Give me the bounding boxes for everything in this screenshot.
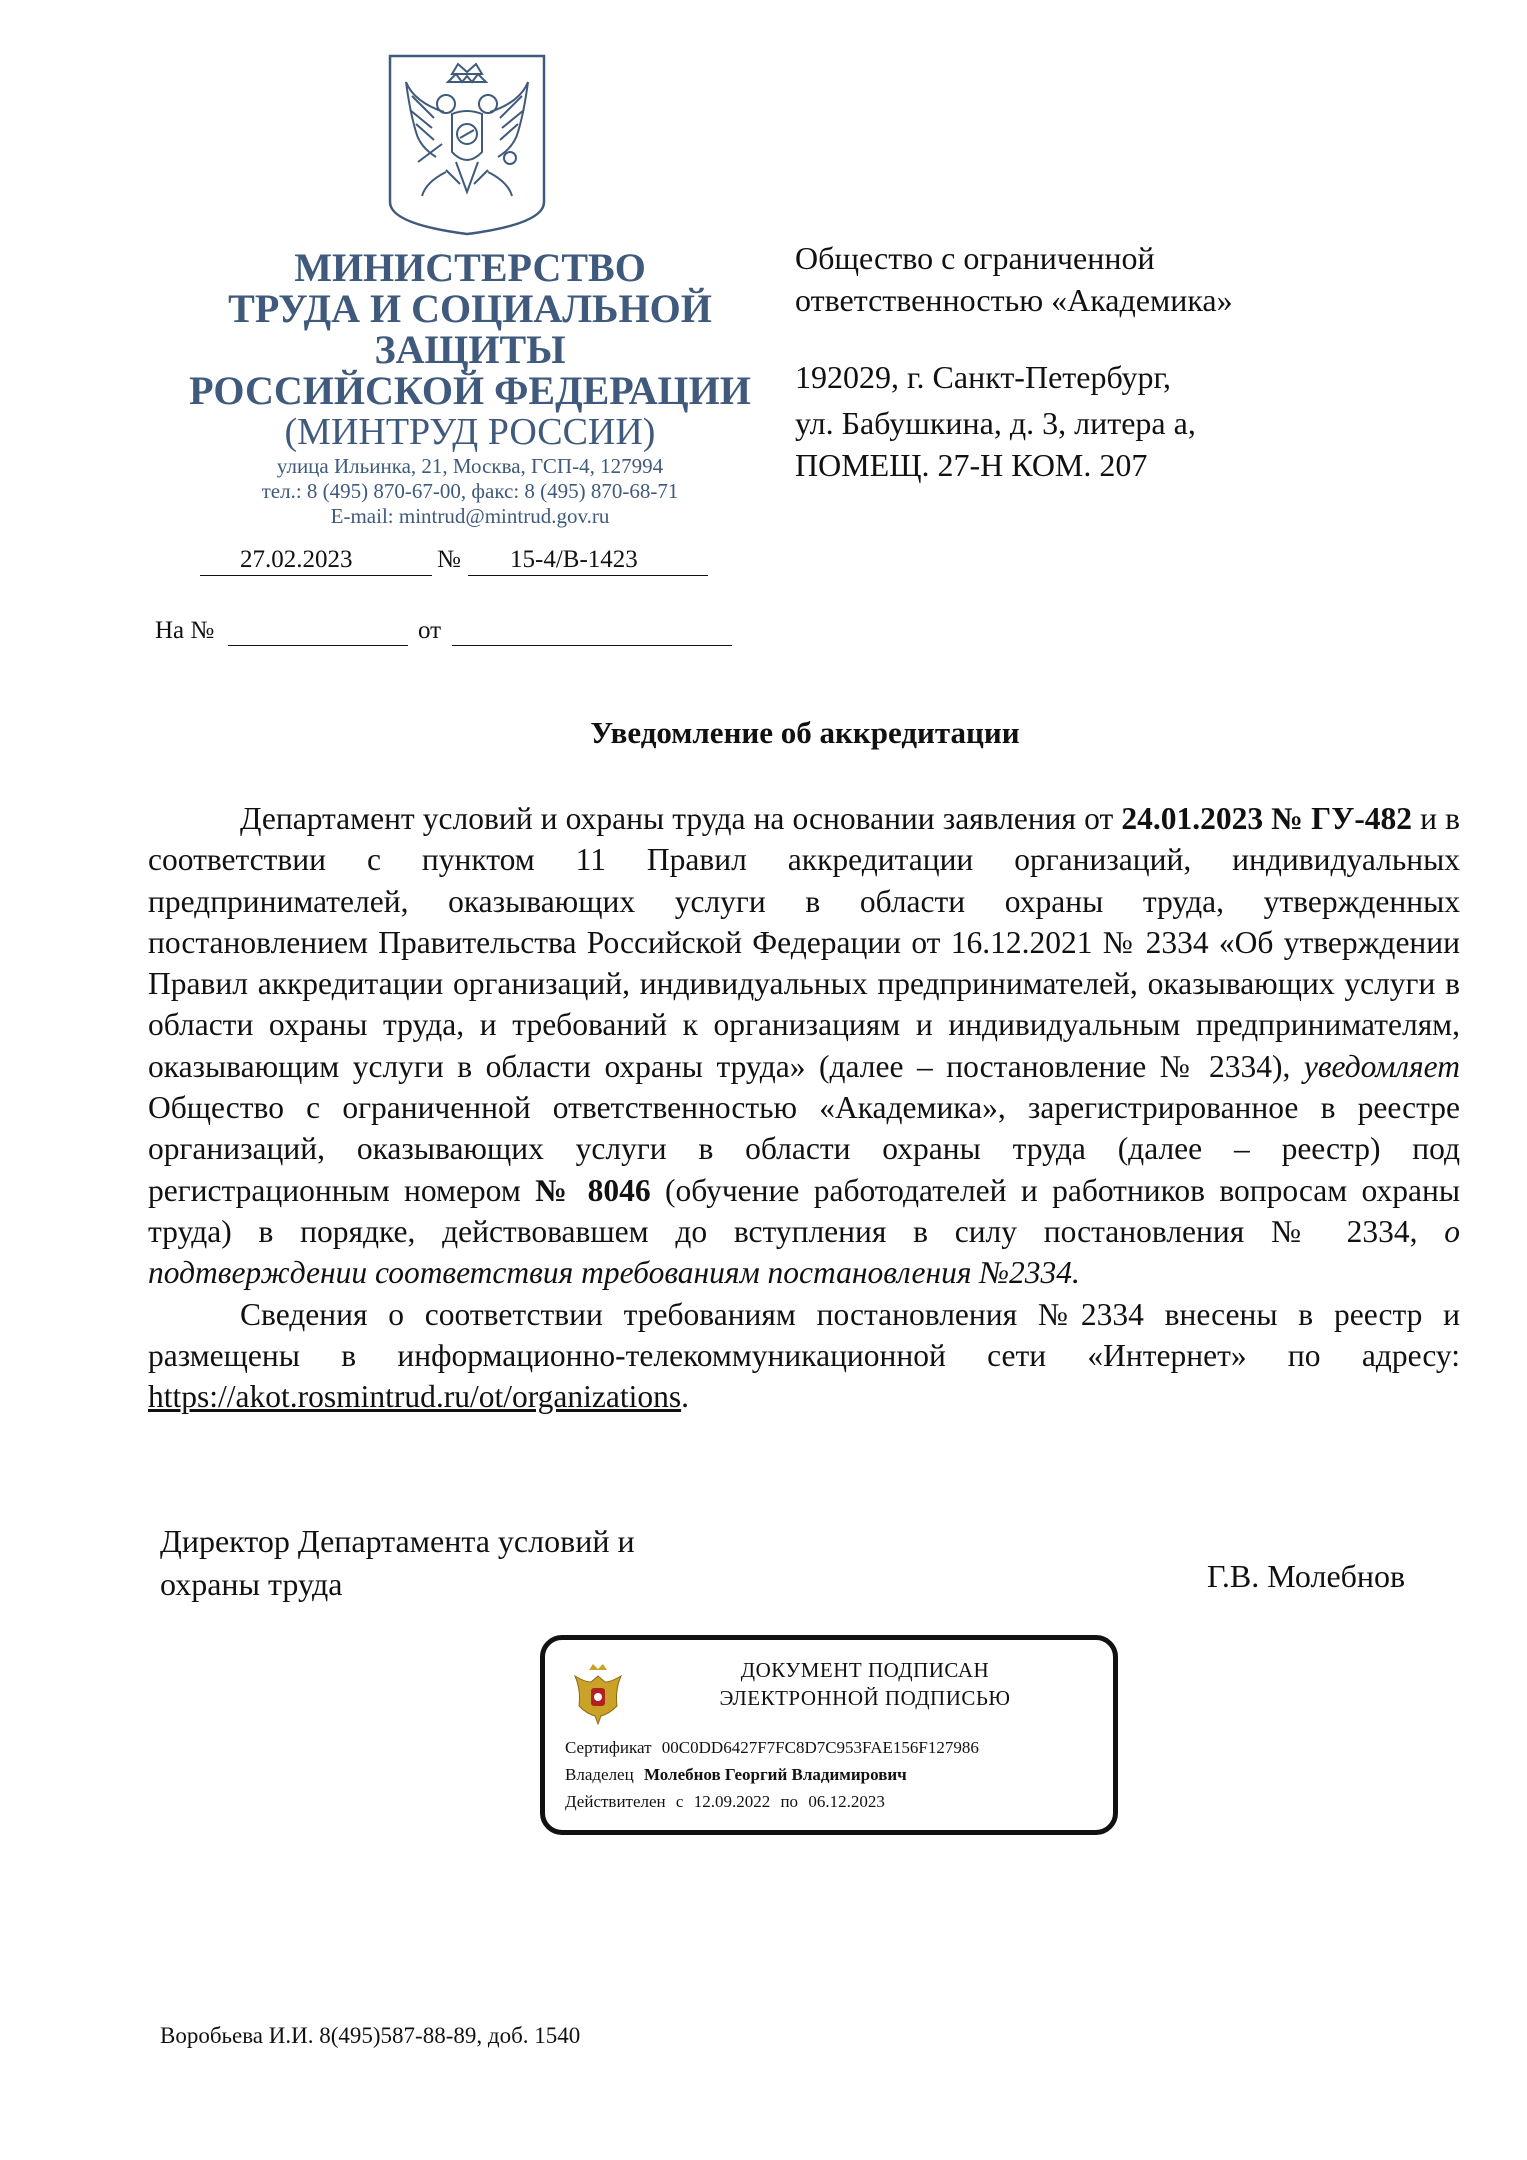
registration-number: 15-4/В-1423 <box>510 546 638 573</box>
document-title: Уведомление об аккредитации <box>590 715 1020 750</box>
body-p2-end: . <box>681 1379 689 1415</box>
registry-link[interactable]: https://akot.rosmintrud.ru/ot/organizations <box>148 1379 682 1415</box>
valid-from-date: 12.09.2022 <box>693 1792 771 1811</box>
document-body <box>148 798 1460 1417</box>
body-p1-text-d: (обучение работодателей и работников вопросам охраны труда) в порядке, действовавшем до вступления в силу постановления № 2334, <box>148 1172 1461 1249</box>
ministry-short-name: (МИНТРУД РОССИИ) <box>284 411 656 453</box>
body-p1-text-c: Общество с ограниченной ответственностью «Академика», зарегистрированное в реестре организаций, оказывающих услуги в области охраны труда (далее – реестр) под регистрационным номером <box>148 1090 1460 1208</box>
valid-label: Действителен <box>565 1792 666 1811</box>
ministry-name-line-3: ЗАЩИТЫ <box>374 327 566 372</box>
registry-number: № 8046 <box>535 1172 651 1208</box>
ministry-name-line-4: РОССИЙСКОЙ ФЕДЕРАЦИИ <box>189 368 751 413</box>
registration-number-underline <box>468 575 708 576</box>
coat-of-arms-emblem <box>386 52 548 238</box>
valid-to-label: по <box>780 1792 799 1811</box>
reference-from-label: от <box>418 617 442 644</box>
stamp-header-line-1: ДОКУМЕНТ ПОДПИСАН <box>740 1658 990 1682</box>
body-p2-text-a: Сведения о соответствии требованиям постановления №2334 внесены в реестр и размещены в информационно-телекоммуникационной сети «Интернет» по адресу: <box>148 1296 1460 1373</box>
ministry-address: улица Ильинка, 21, Москва, ГСП-4, 127994 <box>276 454 664 478</box>
owner-value: Молебнов Георгий Владимирович <box>643 1765 907 1784</box>
stamp-header-line-2: ЭЛЕКТРОННОЙ ПОДПИСЬЮ <box>719 1686 1011 1710</box>
ministry-name-line-1: МИНИСТЕРСТВО <box>294 245 646 290</box>
ministry-email: E-mail: mintrud@mintrud.gov.ru <box>330 504 610 528</box>
body-p1-text-b: и в соответствии с пунктом 11 Правил аккредитации организаций, индивидуальных предпринимателей, оказывающих услуги в области охраны труда, утвержденных постановлением Правительства Российской Федерации от 16.12.2021 № 2334 «Об утверждении Правил аккредитации организаций, индивидуальных предпринимателей, оказывающих услуги в области охраны труда, и требований к организациям и индивидуальным предпринимателям, оказывающим услуги в области охраны труда» (далее – постановление № 2334), <box>148 801 1460 1084</box>
registration-date-underline <box>200 575 432 576</box>
signatory-position-line-1: Директор Департамента условий и <box>160 1523 635 1559</box>
notify-word: уведомляет <box>1303 1048 1460 1084</box>
signatory-name: Г.В. Молебнов <box>1207 1558 1406 1594</box>
addressee-line-2: ответственностью «Академика» <box>795 282 1233 318</box>
application-reference: 24.01.2023 № ГУ-482 <box>1121 801 1413 836</box>
ministry-name-line-2: ТРУДА И СОЦИАЛЬНОЙ <box>228 286 712 331</box>
certificate-label: Сертификат <box>565 1738 652 1757</box>
ministry-phones: тел.: 8 (495) 870-67-00, факс: 8 (495) 870-68-71 <box>261 479 679 503</box>
electronic-signature-stamp <box>540 1635 1118 1835</box>
stamp-owner-row <box>565 1764 907 1786</box>
stamp-certificate-row <box>565 1737 979 1759</box>
stamp-validity-row <box>565 1791 885 1813</box>
body-paragraph-2 <box>148 1294 1460 1418</box>
addressee-address-2: ул. Бабушкина, д. 3, литера а, <box>795 405 1196 441</box>
addressee-line-1: Общество с ограниченной <box>795 240 1155 276</box>
certificate-value: 00C0DD6427F7FC8D7C953FAE156F127986 <box>661 1738 979 1757</box>
addressee-address-1: 192029, г. Санкт-Петербург, <box>795 359 1172 395</box>
reference-date-blank <box>452 645 732 646</box>
valid-from-label: с <box>675 1792 684 1811</box>
body-paragraph-1 <box>148 798 1460 1294</box>
signatory-position-line-2: охраны труда <box>160 1566 343 1602</box>
reference-number-blank <box>228 645 408 646</box>
registration-number-sign: № <box>437 546 461 573</box>
reference-label: На № <box>155 617 215 644</box>
body-p1-text-a: Департамент условий и охраны труда на основании заявления от <box>240 801 1122 836</box>
registration-date: 27.02.2023 <box>240 546 353 573</box>
confirmation-text: о подтверждении соответствия требованиям постановления №2334. <box>148 1213 1460 1291</box>
valid-to-date: 06.12.2023 <box>808 1792 885 1811</box>
executor-contact: Воробьева И.И. 8(495)587-88-89, доб. 1540 <box>160 2023 581 2048</box>
addressee-address-3: ПОМЕЩ. 27-Н КОМ. 207 <box>795 447 1148 483</box>
owner-label: Владелец <box>565 1765 634 1784</box>
coat-of-arms-gold-emblem <box>567 1662 629 1728</box>
